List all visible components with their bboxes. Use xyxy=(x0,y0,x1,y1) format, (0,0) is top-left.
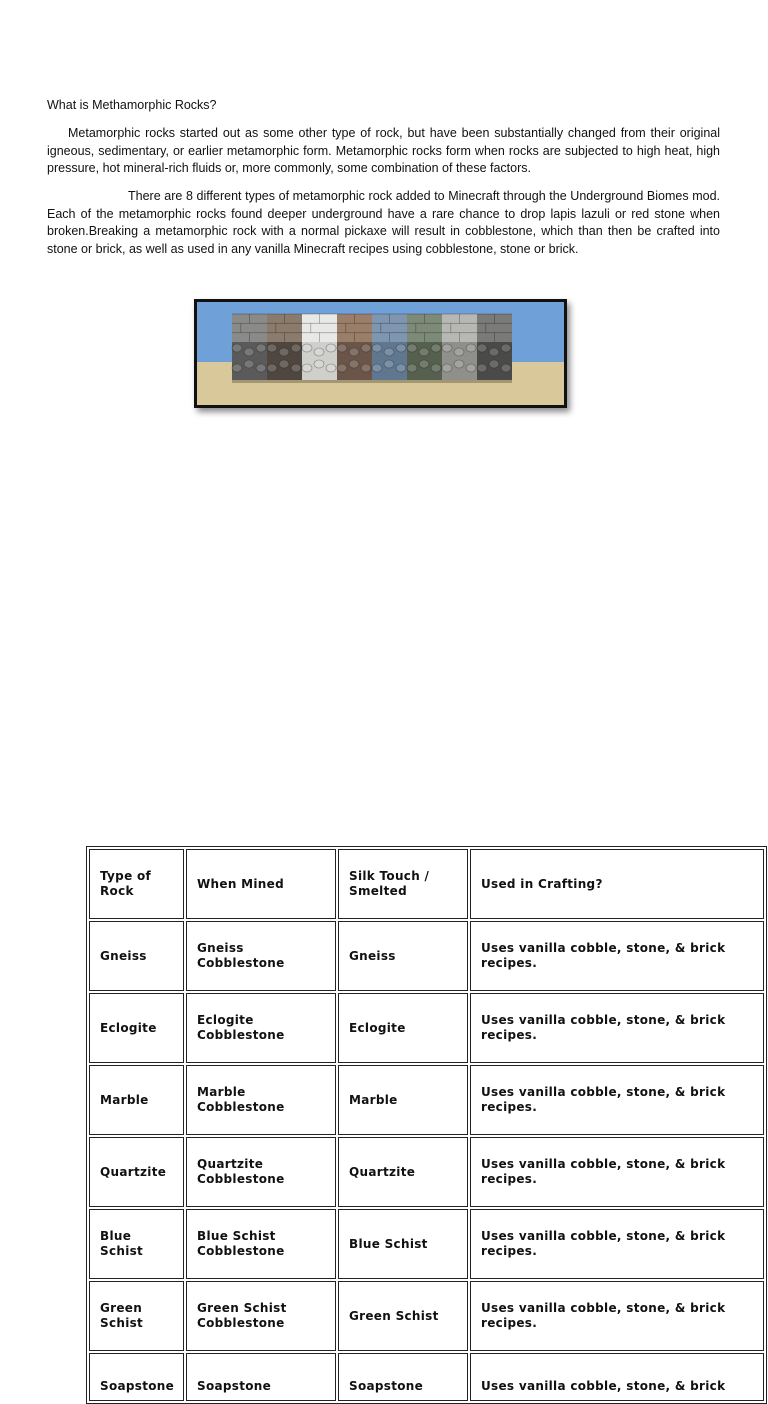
table-cell: Soapstone xyxy=(89,1353,184,1401)
header-cell: When Mined xyxy=(186,849,336,919)
cobble-stone xyxy=(442,344,452,352)
document-title: What is Methamorphic Rocks? xyxy=(47,98,217,112)
cobble-stone xyxy=(489,348,499,356)
cobble-stone xyxy=(431,344,441,352)
cobble-stone xyxy=(337,344,347,352)
cobble-stone xyxy=(267,344,277,352)
table-row xyxy=(89,1281,764,1351)
cobble-stone xyxy=(454,360,464,368)
table-cell: Marble xyxy=(89,1065,184,1135)
cobble-stone xyxy=(396,364,406,372)
table-cell: Soapstone xyxy=(186,1353,336,1401)
cobble-stone xyxy=(326,364,336,372)
header-cell: Used in Crafting? xyxy=(470,849,764,919)
cobble-stone xyxy=(232,344,242,352)
cobble-stone xyxy=(396,344,406,352)
cobble-stone xyxy=(372,364,382,372)
table-row xyxy=(89,1209,764,1279)
cobble-stone xyxy=(501,364,511,372)
cobble-stone xyxy=(279,360,289,368)
table-cell: Eclogite xyxy=(338,993,468,1063)
cobble-stone xyxy=(267,364,277,372)
table-cell: Uses vanilla cobble, stone, & brick recipes. xyxy=(470,1209,764,1279)
cobble-stone xyxy=(326,344,336,352)
table-cell: Uses vanilla cobble, stone, & brick xyxy=(470,1353,764,1401)
wall-shadow xyxy=(232,380,512,383)
table-cell: Green Schist Cobblestone xyxy=(186,1281,336,1351)
cobble-stone xyxy=(361,364,371,372)
table-header-row xyxy=(89,849,764,919)
table-row xyxy=(89,993,764,1063)
cobble-stone xyxy=(256,344,266,352)
cobble-stone xyxy=(431,364,441,372)
table-row xyxy=(89,921,764,991)
table-cell: Uses vanilla cobble, stone, & brick recipes. xyxy=(470,1137,764,1207)
rock-wall-graphic xyxy=(197,302,564,405)
cobble-stone xyxy=(361,344,371,352)
cobble-stone xyxy=(407,344,417,352)
table-cell: Quartzite xyxy=(338,1137,468,1207)
table-cell: Eclogite xyxy=(89,993,184,1063)
table-cell: Uses vanilla cobble, stone, & brick recipes. xyxy=(470,993,764,1063)
cobble-stone xyxy=(349,360,359,368)
table-cell: Uses vanilla cobble, stone, & brick recipes. xyxy=(470,921,764,991)
cobble-stone xyxy=(477,344,487,352)
cobble-stone xyxy=(419,360,429,368)
table-cell: Green Schist xyxy=(338,1281,468,1351)
cobble-stone xyxy=(489,360,499,368)
cobble-stone xyxy=(466,344,476,352)
cobble-stone xyxy=(349,348,359,356)
table-cell: Gneiss xyxy=(89,921,184,991)
table-row xyxy=(89,1137,764,1207)
cobble-stone xyxy=(407,364,417,372)
cobble-stone xyxy=(454,348,464,356)
minecraft-paragraph: There are 8 different types of metamorphic rock added to Minecraft through the Underground Biomes mod. Each of the metamorphic rocks found deeper underground have a rare chance to drop lapis lazuli or red stone when broken.Breaking a metamorphic rock with a normal pickaxe will result in cobblestone, which than then be crafted into stone or brick, as well as used in any vanilla Minecraft recipes using cobblestone, stone or brick. xyxy=(47,189,720,256)
table-cell: Blue Schist xyxy=(89,1209,184,1279)
cobble-stone xyxy=(384,360,394,368)
cobble-stone xyxy=(302,364,312,372)
table-cell: Soapstone xyxy=(338,1353,468,1401)
table-cell: Gneiss xyxy=(338,921,468,991)
cobble-stone xyxy=(279,348,289,356)
cobble-stone xyxy=(442,364,452,372)
cobble-stone xyxy=(314,348,324,356)
intro-paragraph: Metamorphic rocks started out as some other type of rock, but have been substantially changed from their original igneous, sedimentary, or earlier metamorphic form. Metamorphic rocks form when rocks are subjected to high heat, high pressure, hot mineral-rich fluids or, more commonly, some combination of these factors. xyxy=(47,126,720,176)
table-cell: Eclogite Cobblestone xyxy=(186,993,336,1063)
table-cell: Quartzite Cobblestone xyxy=(186,1137,336,1207)
cobble-stone xyxy=(337,364,347,372)
cobble-stone xyxy=(477,364,487,372)
table-cell: Gneiss Cobblestone xyxy=(186,921,336,991)
table-cell: Blue Schist Cobblestone xyxy=(186,1209,336,1279)
cobble-stone xyxy=(466,364,476,372)
header-cell: Type of Rock xyxy=(89,849,184,919)
table-cell: Green Schist xyxy=(89,1281,184,1351)
cobble-stone xyxy=(291,344,301,352)
cobble-stone xyxy=(314,360,324,368)
table-row xyxy=(89,1353,764,1401)
rock-types-table xyxy=(86,846,767,1404)
cobble-stone xyxy=(244,360,254,368)
table-cell: Uses vanilla cobble, stone, & brick recipes. xyxy=(470,1281,764,1351)
table-cell: Quartzite xyxy=(89,1137,184,1207)
cobble-stone xyxy=(291,364,301,372)
cobble-stone xyxy=(232,364,242,372)
cobble-stone xyxy=(384,348,394,356)
table-cell: Marble xyxy=(338,1065,468,1135)
rock-wall-image xyxy=(194,299,567,408)
table-cell: Uses vanilla cobble, stone, & brick recipes. xyxy=(470,1065,764,1135)
cobble-stone xyxy=(501,344,511,352)
cobble-stone xyxy=(419,348,429,356)
cobble-stone xyxy=(372,344,382,352)
header-cell: Silk Touch / Smelted xyxy=(338,849,468,919)
table-row xyxy=(89,1065,764,1135)
cobble-stone xyxy=(244,348,254,356)
table-cell: Marble Cobblestone xyxy=(186,1065,336,1135)
table-cell: Blue Schist xyxy=(338,1209,468,1279)
cobble-stone xyxy=(256,364,266,372)
cobble-stone xyxy=(302,344,312,352)
